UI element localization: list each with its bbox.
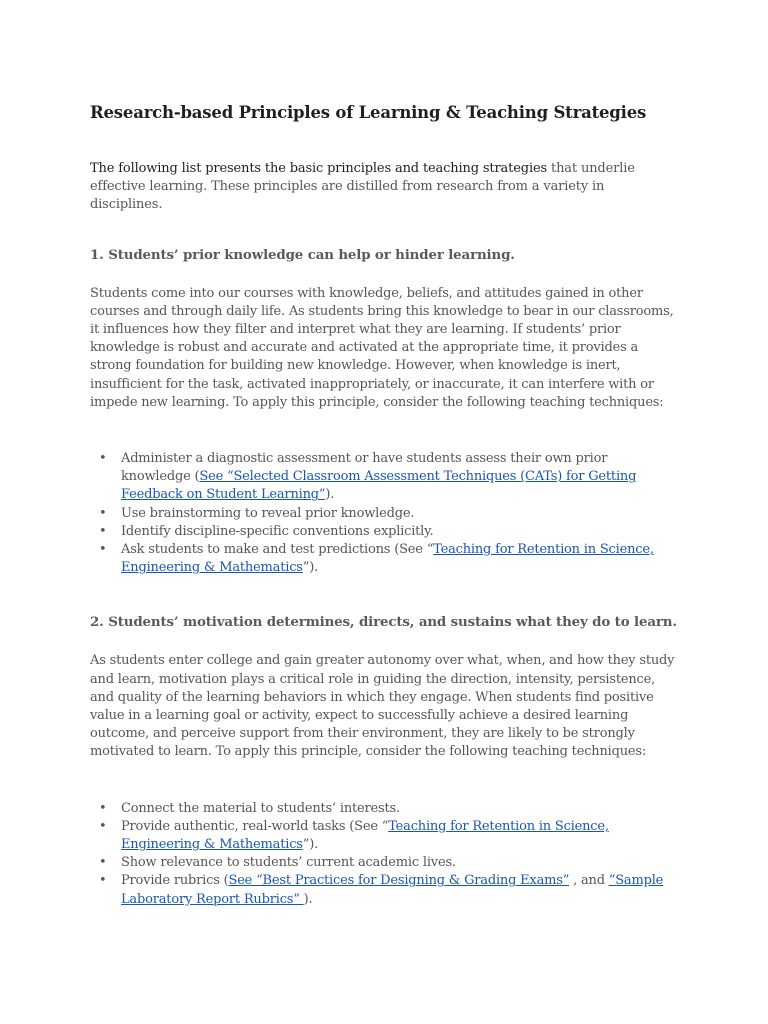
list-item <box>90 541 680 577</box>
list-item-text: Administer a diagnostic assessment or have students assess their own prior knowledge ( <box>121 451 608 485</box>
list-item <box>90 854 680 872</box>
list-item <box>90 523 680 541</box>
bullet-icon: • <box>99 505 107 521</box>
lab-report-rubrics-link[interactable]: “Sample Laboratory Report Rubrics” <box>121 873 664 907</box>
list-item-text: Identify discipline-specific conventions explicitly. <box>121 523 434 539</box>
best-practices-exams-link[interactable]: See “Best Practices for Designing & Grading Exams” <box>228 873 570 889</box>
intro-paragraph <box>90 160 680 215</box>
section-1-body: Students come into our courses with knowledge, beliefs, and attitudes gained in other courses and through daily life. As students bring this knowledge to bear in our classrooms, it influences how they filter and interpret what they are learning. If students’ prior knowledge is robust and accurate and activated at the appropriate time, it provides a strong foundation for building new knowledge. However, when knowledge is inert, insufficient for the task, activated inappropriately, or inaccurate, it can interfere with or impede new learning. To apply this principle, consider the following teaching techniques: <box>90 285 674 410</box>
list-item-text: Ask students to make and test predictions (See “ <box>121 542 434 558</box>
bullet-icon: • <box>99 451 107 467</box>
list-item <box>90 800 680 818</box>
list-item <box>90 872 680 908</box>
list-item-text-end: ”). <box>302 837 319 853</box>
bullet-icon: • <box>99 855 107 871</box>
bullet-icon: • <box>99 542 107 558</box>
section-1-heading: 1. Students’ prior knowledge can help or hinder learning. <box>90 246 515 263</box>
list-item-text-end: ). <box>303 891 313 907</box>
teaching-retention-link[interactable]: Teaching for Retention in Science, Engineering & Mathematics <box>121 818 609 853</box>
list-item-text-end: ). <box>325 487 335 503</box>
document-page <box>90 100 680 909</box>
teaching-retention-link[interactable]: Teaching for Retention in Science, Engineering & Mathematics <box>121 542 654 576</box>
bullet-icon: • <box>99 800 107 816</box>
section-1-technique-list <box>90 450 680 577</box>
section-2-heading: 2. Students’ motivation determines, directs, and sustains what they do to learn. <box>90 614 677 631</box>
cats-link[interactable]: See “Selected Classroom Assessment Techniques (CATs) for Getting Feedback on Student Learning” <box>121 469 637 503</box>
list-item <box>90 818 680 854</box>
intro-rest: that underlie effective learning. These principles are distilled from research from a variety in disciplines. <box>90 161 635 213</box>
list-item-text: Provide authentic, real-world tasks (See “ <box>121 818 389 834</box>
document-title: Research-based Principles of Learning & Teaching Strategies <box>90 103 647 122</box>
section-2-body: As students enter college and gain greater autonomy over what, when, and how they study and learn, motivation plays a critical role in guiding the direction, intensity, persistence, and quality of the learning behaviors in which they engage. When students find positive value in a learning goal or activity, expect to successfully achieve a desired learning outcome, and perceive support from their environment, they are likely to be strongly motivated to learn. To apply this principle, consider the following teaching techniques: <box>90 653 675 760</box>
list-item-text-mid: , and <box>569 873 609 889</box>
list-item-text: Connect the material to students’ interests. <box>121 800 400 816</box>
list-item-text-end: ”). <box>302 560 319 576</box>
bullet-icon: • <box>99 818 107 834</box>
list-item-text: Show relevance to students’ current academic lives. <box>121 855 456 871</box>
list-item-text: Provide rubrics ( <box>121 873 229 889</box>
bullet-icon: • <box>99 873 107 889</box>
section-2-technique-list <box>90 800 680 909</box>
intro-lead: The following list presents the basic principles and teaching strategies <box>90 161 548 176</box>
list-item-text: Use brainstorming to reveal prior knowledge. <box>121 505 415 521</box>
list-item <box>90 450 680 505</box>
list-item <box>90 505 680 523</box>
bullet-icon: • <box>99 523 107 539</box>
